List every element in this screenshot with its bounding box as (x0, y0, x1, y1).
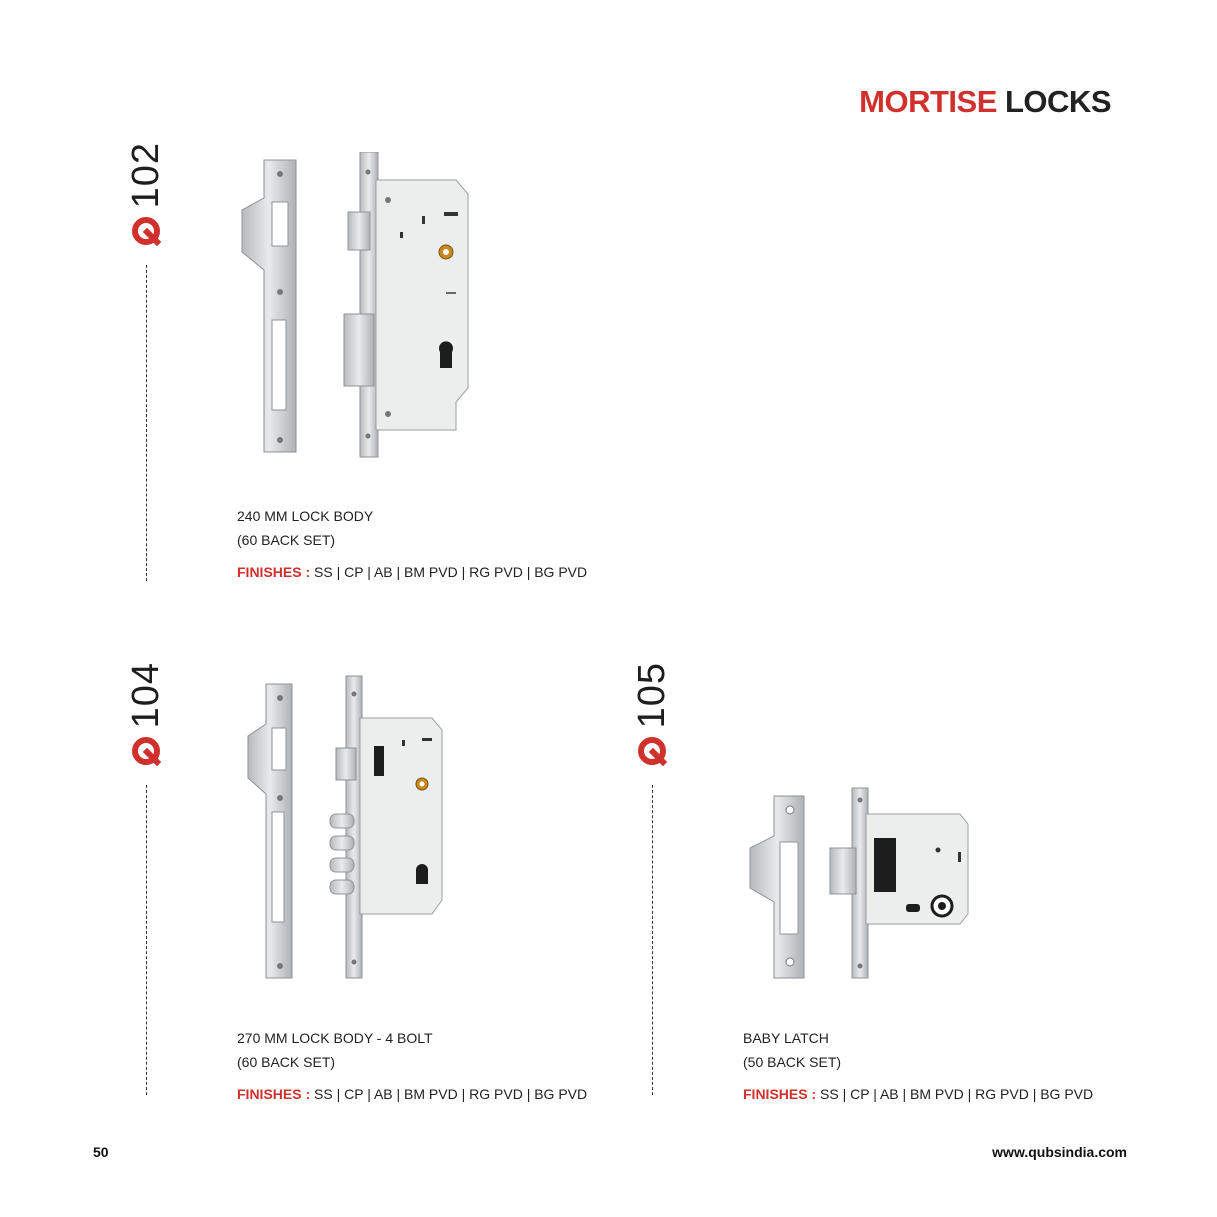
finishes-values: SS | CP | AB | BM PVD | RG PVD | BG PVD (820, 1086, 1094, 1102)
finishes-label: FINISHES : (237, 564, 311, 580)
product-name: BABY LATCH (743, 1030, 829, 1046)
finishes-label: FINISHES : (743, 1086, 817, 1102)
divider-line (652, 785, 653, 1095)
product-name: 240 MM LOCK BODY (237, 508, 374, 524)
finishes-label: FINISHES : (237, 1086, 311, 1102)
product-code-number: 105 (631, 662, 673, 729)
brand-logo-icon (131, 736, 161, 771)
product-backset: (60 BACK SET) (237, 532, 336, 548)
product-backset: (60 BACK SET) (237, 1054, 336, 1070)
product-code-number: 104 (125, 662, 167, 729)
brand-logo-icon (637, 736, 667, 771)
finishes-values: SS | CP | AB | BM PVD | RG PVD | BG PVD (314, 1086, 588, 1102)
product-finishes (743, 1082, 1093, 1106)
product-description-104 (237, 1026, 587, 1106)
product-image-105 (746, 786, 976, 987)
product-code-102 (116, 142, 176, 581)
brand-logo-icon (131, 216, 161, 251)
page-title-accent: MORTISE (859, 84, 997, 119)
divider-line (146, 265, 147, 581)
website-link[interactable]: www.qubsindia.com (992, 1144, 1127, 1160)
product-code-105 (622, 662, 682, 1095)
product-name: 270 MM LOCK BODY - 4 BOLT (237, 1030, 433, 1046)
finishes-values: SS | CP | AB | BM PVD | RG PVD | BG PVD (314, 564, 588, 580)
page-title-rest: LOCKS (1005, 84, 1111, 119)
product-image-102 (240, 152, 480, 467)
page-number: 50 (93, 1144, 109, 1160)
product-finishes (237, 1082, 587, 1106)
product-backset: (50 BACK SET) (743, 1054, 842, 1070)
product-code-number: 102 (125, 142, 167, 209)
product-image-104 (246, 674, 476, 989)
divider-line (146, 785, 147, 1095)
product-code-104 (116, 662, 176, 1095)
page-title (859, 84, 1111, 120)
product-description-102 (237, 504, 587, 584)
product-description-105 (743, 1026, 1093, 1106)
product-finishes (237, 560, 587, 584)
